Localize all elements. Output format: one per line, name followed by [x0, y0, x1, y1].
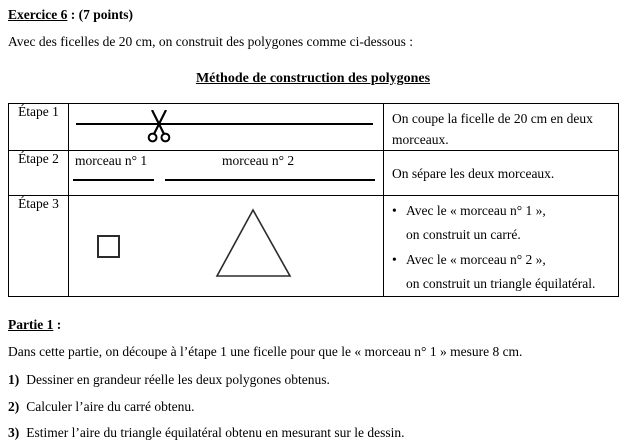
part1-title: Partie 1 [8, 317, 54, 332]
triangle-shape [214, 207, 294, 283]
exercise-heading [8, 7, 133, 23]
illustration-cell-etape-3 [69, 196, 384, 297]
description-etape-3 [384, 196, 619, 297]
step-label-etape-3: Étape 3 [9, 196, 69, 297]
bullet-item-1 [392, 199, 612, 247]
bullet-1-line-1: Avec le « morceau n° 1 », [406, 203, 546, 218]
exercise-points: : (7 points) [67, 7, 133, 22]
part1-intro: Dans cette partie, on découpe à l’étape 1 une ficelle pour que le « morceau n° 1 » mesure 8 cm. [8, 344, 523, 359]
question-text: Estimer l’aire du triangle équilatéral obtenu en mesurant sur le dessin. [26, 425, 405, 440]
exercise-title: Exercice 6 [8, 7, 68, 22]
illustration-cell-etape-2 [69, 151, 384, 196]
part1-heading [8, 317, 61, 333]
illustration-cell-etape-1 [69, 104, 384, 151]
bullet-item-2 [392, 248, 612, 296]
square-shape [97, 235, 120, 258]
construction-method-table [8, 103, 619, 297]
question-number: 1) [8, 372, 20, 387]
description-etape-1: On coupe la ficelle de 20 cm en deux morceaux. [384, 104, 619, 151]
table-row-etape-1 [9, 104, 619, 151]
question-1 [8, 372, 330, 388]
question-text: Calculer l’aire du carré obtenu. [26, 399, 195, 414]
bullet-icon: • [392, 203, 397, 218]
table-row-etape-2 [9, 151, 619, 196]
step-label-etape-2: Étape 2 [9, 151, 69, 196]
step-label-etape-1: Étape 1 [9, 104, 69, 151]
bullet-icon: • [392, 252, 397, 267]
question-text: Dessiner en grandeur réelle les deux polygones obtenus. [26, 372, 330, 387]
bullet-2-line-1: Avec le « morceau n° 2 », [406, 252, 546, 267]
intro-text: Avec des ficelles de 20 cm, on construit des polygones comme ci-dessous : [8, 34, 414, 49]
scissors-icon [147, 110, 171, 143]
description-etape-2: On sépare les deux morceaux. [384, 151, 619, 196]
part1-suffix: : [53, 317, 62, 332]
question-number: 2) [8, 399, 20, 414]
bullet-1-line-2: on construit un carré. [406, 227, 521, 242]
piece-2-label: morceau n° 2 [222, 153, 295, 168]
bullet-2-line-2: on construit un triangle équilatéral. [406, 276, 596, 291]
piece-2-line [165, 179, 375, 181]
piece-1-line [73, 179, 154, 181]
question-3 [8, 425, 405, 441]
question-2 [8, 399, 195, 415]
piece-1-label: morceau n° 1 [75, 153, 148, 168]
string-line [76, 123, 373, 125]
method-title: Méthode de construction des polygones [195, 71, 431, 86]
table-row-etape-3 [9, 196, 619, 297]
question-number: 3) [8, 425, 20, 440]
